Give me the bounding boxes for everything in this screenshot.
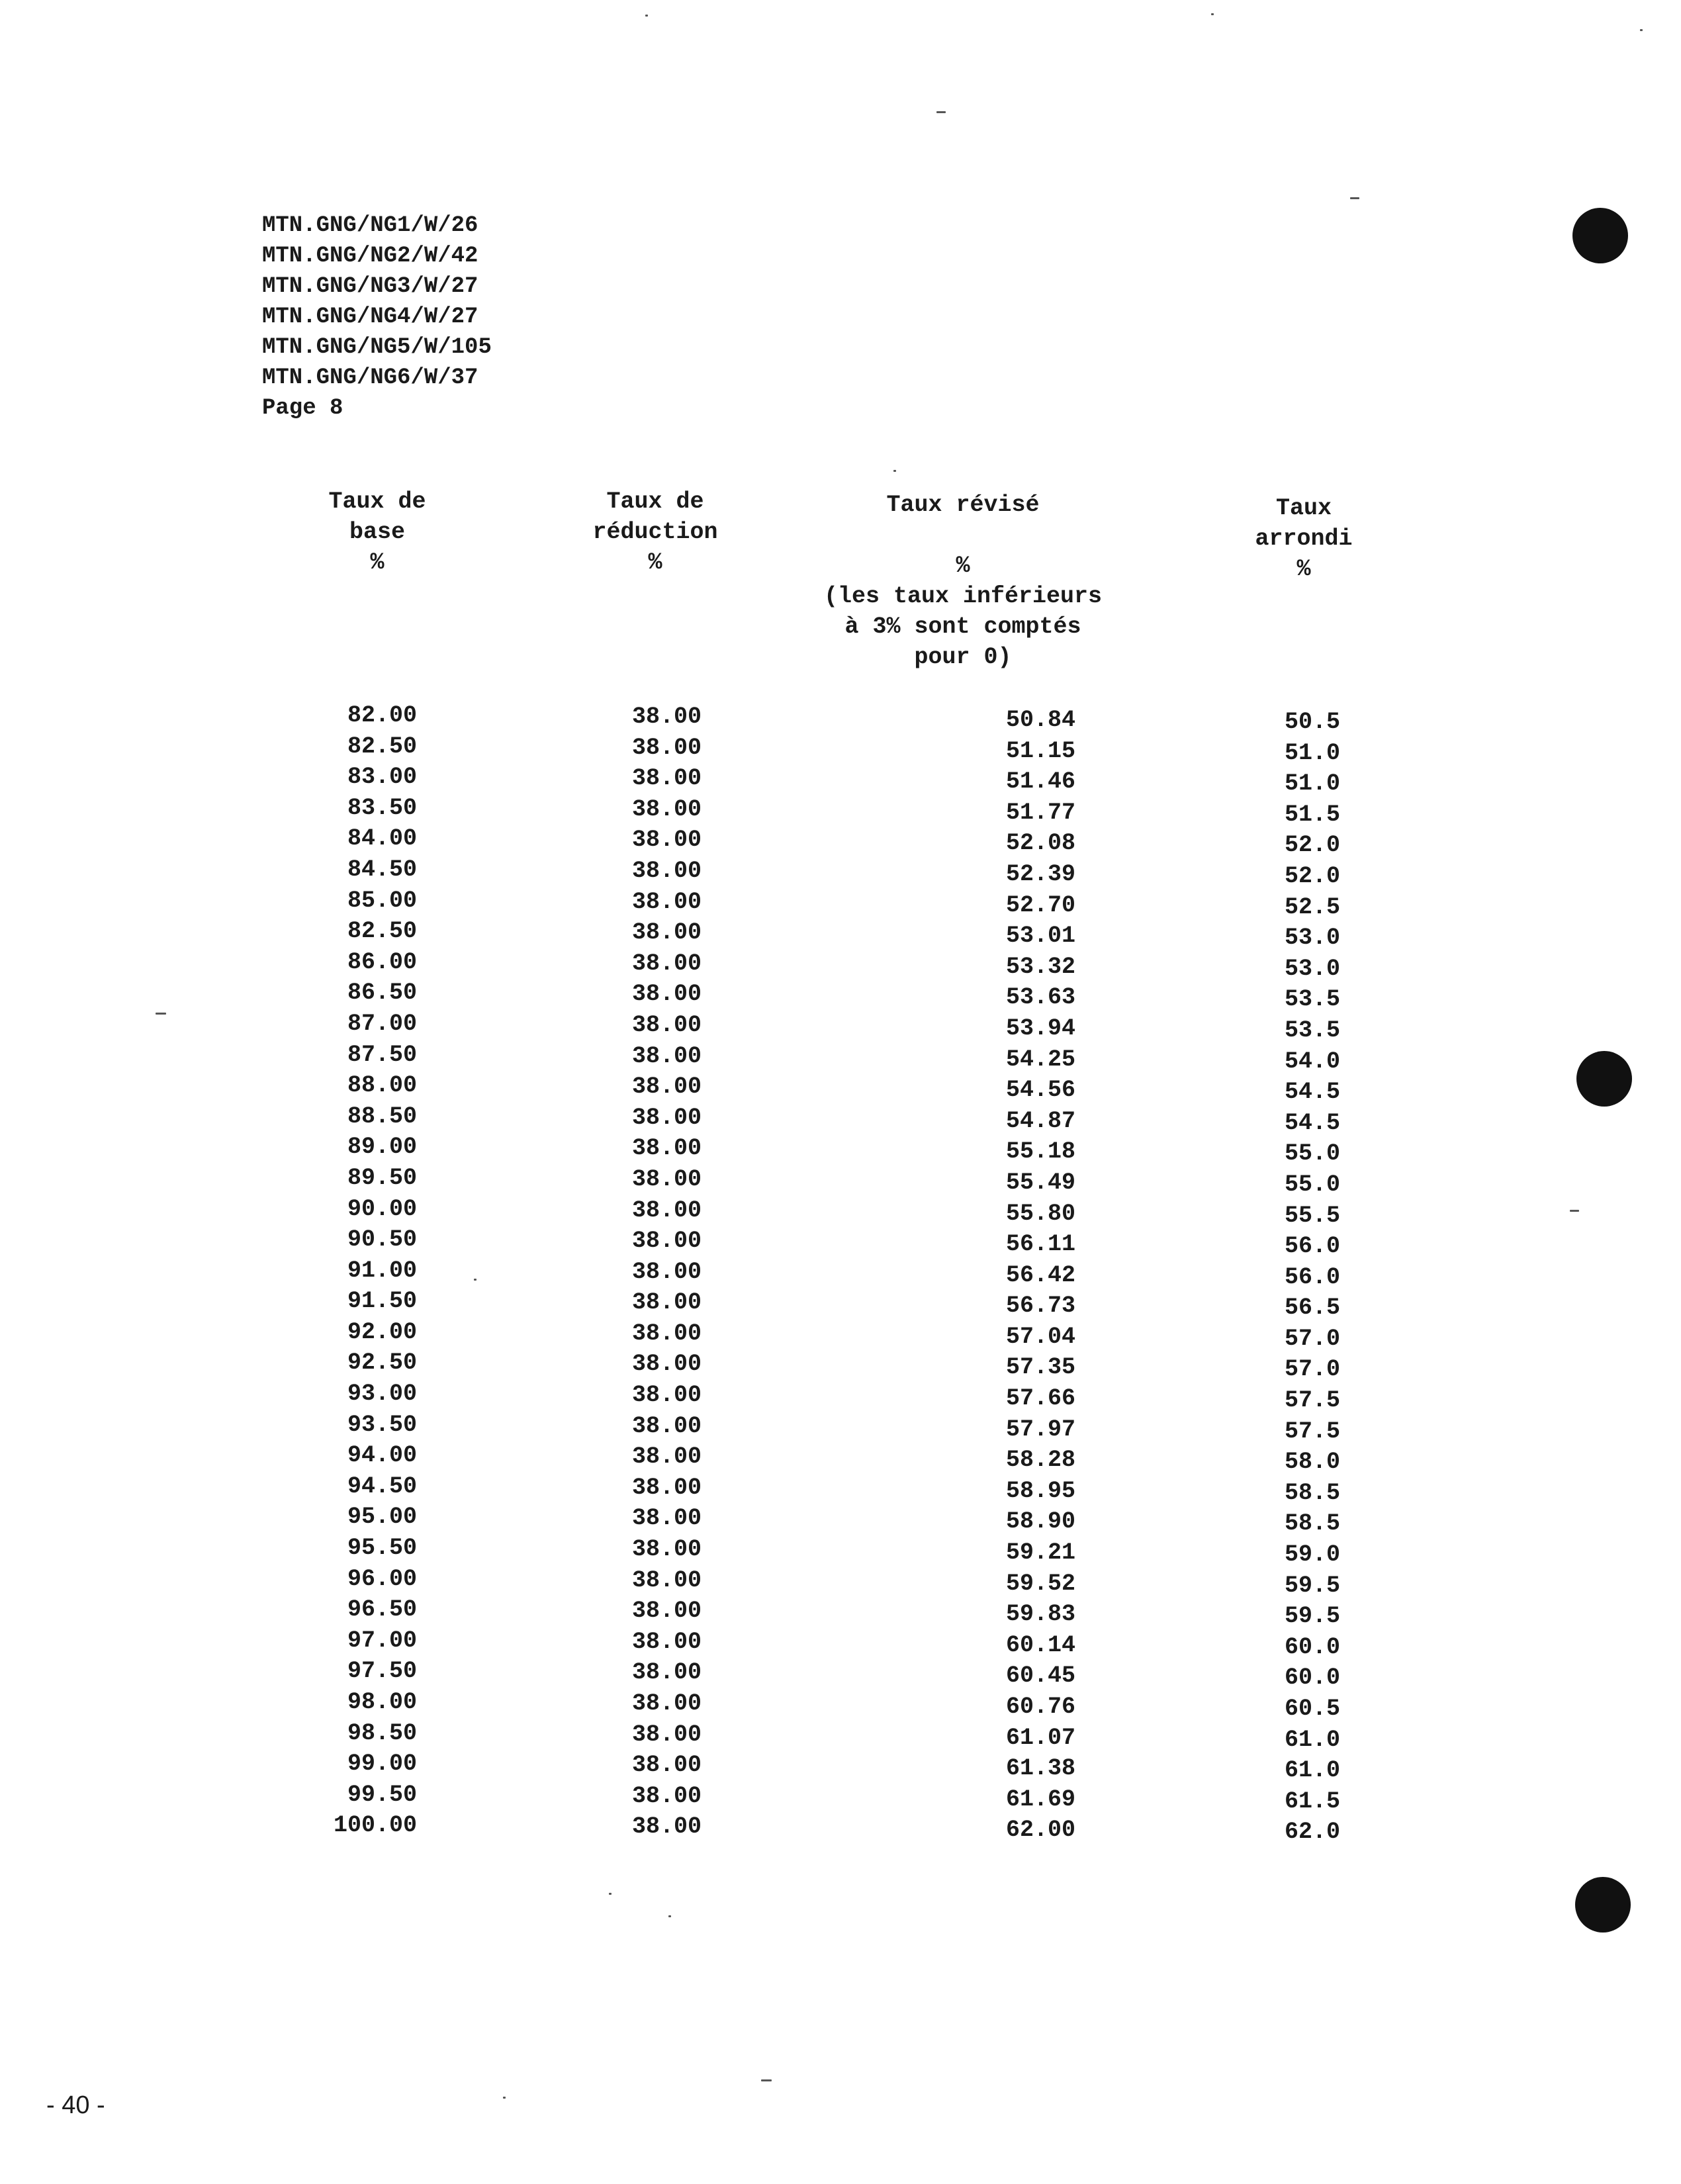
table-cell: 83.00	[347, 764, 417, 791]
table-cell: 55.0	[1284, 1171, 1340, 1198]
table-cell: 82.00	[347, 702, 417, 729]
table-cell: 56.5	[1284, 1295, 1340, 1322]
column-taux-arrondi	[1257, 707, 1340, 1848]
table-cell: 90.00	[347, 1195, 417, 1222]
reference-line: MTN.GNG/NG3/W/27	[262, 274, 478, 299]
document-references	[262, 210, 492, 424]
table-cell: 38.00	[631, 950, 702, 977]
table-cell: 53.5	[1284, 1017, 1340, 1044]
table-cell: 58.5	[1284, 1479, 1340, 1506]
table-cell: 38.00	[631, 1011, 702, 1038]
table-cell: 84.00	[347, 825, 417, 852]
table-cell: 52.08	[1005, 830, 1075, 857]
table-cell: 38.00	[631, 1289, 702, 1316]
table-cell: 59.5	[1284, 1603, 1340, 1630]
table-cell: 56.42	[1005, 1261, 1075, 1289]
table-cell: 90.50	[347, 1226, 417, 1253]
table-cell: 51.5	[1284, 801, 1340, 828]
header-line: pour 0)	[914, 644, 1012, 670]
table-cell: 51.15	[1005, 737, 1075, 764]
table-cell: 57.0	[1284, 1325, 1340, 1352]
table-cell: 86.50	[347, 979, 417, 1007]
header-taux-de-base	[291, 486, 463, 578]
table-cell: 58.95	[1005, 1477, 1075, 1504]
table-cell: 52.0	[1284, 832, 1340, 859]
table-cell: 85.00	[347, 887, 417, 914]
table-cell: 91.50	[347, 1288, 417, 1315]
table-cell: 38.00	[631, 1412, 702, 1439]
table-cell: 61.0	[1284, 1726, 1340, 1753]
table-cell: 89.00	[347, 1134, 417, 1161]
table-cell: 99.50	[347, 1781, 417, 1808]
table-cell: 57.35	[1005, 1354, 1075, 1381]
header-line: réduction	[592, 519, 718, 545]
table-cell: 57.66	[1005, 1385, 1075, 1412]
table-cell: 38.00	[631, 1628, 702, 1655]
table-cell: 38.00	[631, 1351, 702, 1378]
table-cell: 98.50	[347, 1719, 417, 1747]
header-line: base	[349, 519, 405, 545]
table-cell: 50.84	[1005, 707, 1075, 733]
scan-speck	[1211, 13, 1214, 15]
scan-speck	[761, 2079, 772, 2081]
scan-speck	[936, 111, 946, 113]
table-cell: 38.00	[631, 981, 702, 1008]
table-cell: 55.0	[1284, 1140, 1340, 1167]
scan-speck	[609, 1893, 612, 1895]
table-cell: 38.00	[631, 919, 702, 946]
table-cell: 53.5	[1284, 986, 1340, 1013]
table-cell: 54.87	[1005, 1107, 1075, 1134]
table-cell: 56.11	[1005, 1231, 1075, 1258]
table-cell: 58.28	[1005, 1447, 1075, 1474]
table-cell: 58.0	[1284, 1449, 1340, 1476]
table-cell: 38.00	[631, 857, 702, 884]
table-cell: 87.00	[347, 1010, 417, 1037]
table-cell: 60.45	[1005, 1662, 1075, 1690]
table-cell: 57.97	[1005, 1416, 1075, 1443]
table-cell: 38.00	[631, 1104, 702, 1131]
reference-line: MTN.GNG/NG5/W/105	[262, 335, 492, 360]
table-cell: 93.00	[347, 1381, 417, 1408]
reference-line: MTN.GNG/NG4/W/27	[262, 304, 478, 330]
table-cell: 53.32	[1005, 953, 1075, 980]
table-cell: 98.00	[347, 1689, 417, 1715]
header-taux-revise	[804, 490, 1122, 672]
table-cell: 62.00	[1005, 1817, 1075, 1844]
header-line: %	[648, 549, 662, 576]
table-cell: 51.46	[1005, 768, 1075, 796]
table-cell: 57.0	[1284, 1356, 1340, 1383]
table-cell: 60.14	[1005, 1631, 1075, 1659]
table-cell: 38.00	[631, 1258, 702, 1285]
scan-speck	[1570, 1210, 1579, 1212]
table-cell: 38.00	[631, 1165, 702, 1193]
reference-line: MTN.GNG/NG2/W/42	[262, 244, 478, 269]
table-cell: 53.0	[1284, 925, 1340, 952]
table-cell: 54.56	[1005, 1077, 1075, 1104]
table-cell: 82.50	[347, 733, 417, 760]
table-cell: 57.5	[1284, 1418, 1340, 1445]
table-cell: 87.50	[347, 1041, 417, 1068]
reference-line: MTN.GNG/NG1/W/26	[262, 213, 478, 238]
table-cell: 83.50	[347, 794, 417, 821]
header-line: Taux de	[606, 488, 704, 515]
table-cell: 38.00	[631, 1752, 702, 1779]
table-cell: 54.5	[1284, 1109, 1340, 1136]
table-cell: 58.5	[1284, 1510, 1340, 1537]
table-cell: 38.00	[631, 734, 702, 761]
table-cell: 57.5	[1284, 1387, 1340, 1414]
table-cell: 61.69	[1005, 1786, 1075, 1813]
table-cell: 59.0	[1284, 1541, 1340, 1569]
table-cell: 38.00	[631, 1567, 702, 1594]
table-cell: 38.00	[631, 796, 702, 823]
table-cell: 88.00	[347, 1072, 417, 1099]
punch-hole-bottom	[1575, 1877, 1631, 1933]
table-cell: 53.0	[1284, 955, 1340, 982]
table-cell: 95.00	[347, 1504, 417, 1531]
header-line: %	[1296, 556, 1311, 582]
table-cell: 52.0	[1284, 862, 1340, 889]
punch-hole-middle	[1576, 1051, 1632, 1107]
table-cell: 38.00	[631, 1135, 702, 1162]
table-cell: 56.0	[1284, 1233, 1340, 1260]
table-cell: 86.00	[347, 948, 417, 976]
reference-line: MTN.GNG/NG6/W/37	[262, 365, 478, 390]
table-cell: 61.0	[1284, 1757, 1340, 1784]
scan-speck	[156, 1013, 166, 1015]
table-cell: 52.39	[1005, 860, 1075, 887]
table-cell: 38.00	[631, 1042, 702, 1069]
table-cell: 38.00	[631, 1382, 702, 1409]
scan-speck	[503, 2097, 506, 2099]
table-cell: 38.00	[631, 765, 702, 792]
table-cell: 51.77	[1005, 799, 1075, 826]
table-cell: 95.50	[347, 1535, 417, 1562]
scan-speck	[645, 15, 648, 17]
table-cell: 93.50	[347, 1411, 417, 1438]
table-cell: 89.50	[347, 1164, 417, 1191]
table-cell: 51.0	[1284, 739, 1340, 766]
table-cell: 50.5	[1284, 709, 1340, 735]
table-cell: 97.50	[347, 1658, 417, 1685]
scan-speck	[474, 1279, 477, 1281]
table-cell: 52.5	[1284, 893, 1340, 921]
table-cell: 38.00	[631, 1536, 702, 1563]
header-line: %	[956, 553, 970, 579]
table-cell: 53.94	[1005, 1015, 1075, 1042]
table-cell: 92.50	[347, 1349, 417, 1377]
table-cell: 38.00	[631, 1443, 702, 1471]
table-cell: 62.0	[1284, 1819, 1340, 1846]
header-line: (les taux inférieurs	[823, 583, 1103, 610]
table-cell: 53.63	[1005, 984, 1075, 1011]
header-line: à 3% sont comptés	[844, 614, 1081, 640]
table-cell: 56.0	[1284, 1263, 1340, 1291]
table-cell: 60.0	[1284, 1633, 1340, 1661]
header-taux-arrondi	[1218, 493, 1390, 584]
table-cell: 38.00	[631, 1782, 702, 1809]
punch-hole-top	[1572, 208, 1628, 263]
scan-speck	[893, 470, 896, 472]
header-line: %	[370, 549, 385, 576]
table-cell: 55.49	[1005, 1169, 1075, 1196]
table-cell: 57.04	[1005, 1323, 1075, 1350]
table-cell: 38.00	[631, 1228, 702, 1255]
table-cell: 96.50	[347, 1596, 417, 1623]
table-cell: 54.0	[1284, 1048, 1340, 1075]
table-cell: 91.00	[347, 1257, 417, 1284]
table-cell: 94.00	[347, 1442, 417, 1469]
column-taux-revise	[979, 705, 1075, 1846]
table-cell: 82.50	[347, 918, 417, 945]
table-cell: 38.00	[631, 1659, 702, 1686]
table-cell: 56.73	[1005, 1293, 1075, 1320]
header-line	[804, 520, 1122, 551]
header-line: arrondi	[1255, 525, 1353, 552]
table-cell: 55.18	[1005, 1138, 1075, 1165]
table-cell: 53.01	[1005, 923, 1075, 950]
table-cell: 61.38	[1005, 1755, 1075, 1782]
table-cell: 38.00	[631, 1813, 702, 1841]
scan-speck	[668, 1915, 671, 1917]
table-cell: 38.00	[631, 1721, 702, 1748]
table-cell: 92.00	[347, 1318, 417, 1345]
table-cell: 38.00	[631, 704, 702, 730]
table-cell: 99.00	[347, 1751, 417, 1778]
table-cell: 59.52	[1005, 1570, 1075, 1597]
table-cell: 38.00	[631, 1690, 702, 1717]
table-cell: 100.00	[333, 1812, 417, 1839]
table-cell: 94.50	[347, 1473, 417, 1500]
table-cell: 59.5	[1284, 1572, 1340, 1599]
table-cell: 54.25	[1005, 1046, 1075, 1073]
table-cell: 38.00	[631, 888, 702, 915]
table-cell: 38.00	[631, 1197, 702, 1224]
header-taux-de-reduction	[569, 486, 741, 578]
table-cell: 61.07	[1005, 1724, 1075, 1751]
table-cell: 59.21	[1005, 1539, 1075, 1567]
table-cell: 38.00	[631, 1073, 702, 1101]
column-taux-de-reduction	[596, 702, 702, 1843]
table-cell: 38.00	[631, 1320, 702, 1347]
table-cell: 84.50	[347, 856, 417, 883]
table-cell: 52.70	[1005, 891, 1075, 919]
table-cell: 51.0	[1284, 770, 1340, 797]
table-cell: 60.5	[1284, 1696, 1340, 1722]
column-taux-de-base	[311, 700, 417, 1841]
table-cell: 88.50	[347, 1103, 417, 1130]
table-cell: 55.5	[1284, 1202, 1340, 1229]
table-cell: 97.00	[347, 1627, 417, 1654]
table-cell: 54.5	[1284, 1079, 1340, 1106]
table-cell: 96.00	[347, 1565, 417, 1592]
scan-speck	[1640, 29, 1643, 31]
table-cell: 58.90	[1005, 1508, 1075, 1535]
table-cell: 60.0	[1284, 1664, 1340, 1692]
table-cell: 60.76	[1005, 1694, 1075, 1720]
table-cell: 59.83	[1005, 1601, 1075, 1628]
header-line: Taux	[1275, 495, 1332, 522]
table-cell: 55.80	[1005, 1200, 1075, 1227]
table-cell: 38.00	[631, 1474, 702, 1501]
table-cell: 38.00	[631, 1598, 702, 1625]
header-line: Taux révisé	[886, 492, 1040, 518]
table-cell: 38.00	[631, 827, 702, 854]
reference-line: Page 8	[262, 396, 343, 421]
scan-speck	[1350, 197, 1359, 199]
table-cell: 38.00	[631, 1505, 702, 1532]
page-number: - 40 -	[46, 2091, 105, 2119]
table-cell: 61.5	[1284, 1788, 1340, 1815]
header-line: Taux de	[328, 488, 426, 515]
